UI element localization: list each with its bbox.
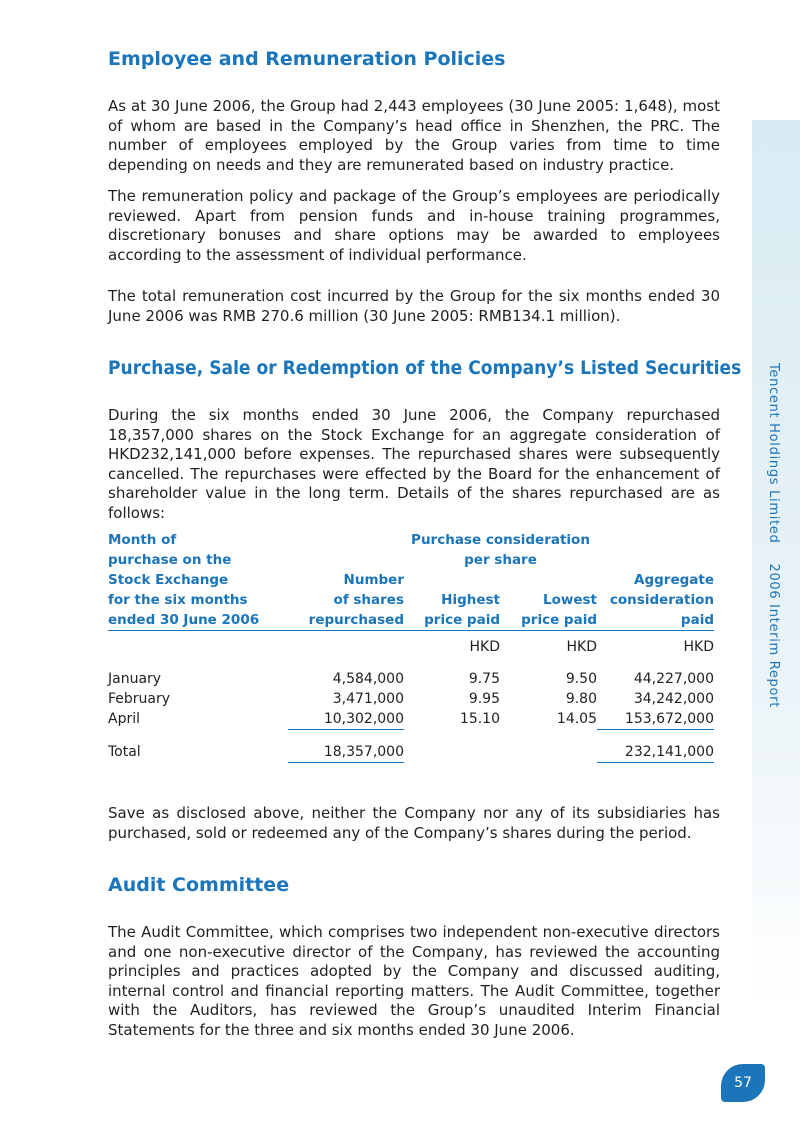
audit-paragraph-1: The Audit Committee, which comprises two independent non-executive directors and one non-executive director of the Company, has reviewed the accounting principles and practices adopted by the Company and discussed auditing, internal control and financial reporting matters. The Audit Committee, together with the Auditors, has reviewed the Group’s unaudited Interim Financial Statements for the three and six months ended 30 June 2006. (108, 923, 720, 1039)
side-label-company: Tencent Holdings Limited (766, 363, 781, 544)
row-shares: 4,584,000 (332, 671, 404, 687)
total-label: Total (108, 744, 141, 761)
row-lowest: 9.50 (565, 671, 597, 687)
hdr-month-5: ended 30 June 2006 (108, 612, 260, 628)
row-highest: 15.10 (459, 711, 500, 728)
total-aggregate: 232,141,000 (597, 742, 714, 763)
row-lowest: 9.80 (565, 691, 597, 707)
hdr-lowest-1: Lowest (543, 592, 597, 608)
unit-lowest: HKD (566, 639, 597, 655)
page-number-badge: 57 (721, 1064, 765, 1102)
row-lowest: 14.05 (556, 711, 597, 728)
table-row (108, 669, 714, 689)
hdr-shares-3: repurchased (308, 612, 404, 628)
employee-paragraph-2: The remuneration policy and package of the Group’s employees are periodically reviewed. Apart from pension funds and in-house training programmes, discretionary bonuses and share options may be awarded to employees according to the assessment of individual performance. (108, 187, 720, 264)
row-highest: 9.75 (468, 671, 500, 687)
purchase-paragraph-2: Save as disclosed above, neither the Company nor any of its subsidiaries has purchased, sold or redeemed any of the Company’s shares during the period. (108, 804, 720, 842)
hdr-shares-1: Number (343, 572, 404, 588)
hdr-month-2: purchase on the (108, 552, 232, 568)
hdr-lowest-2: price paid (521, 612, 597, 628)
row-highest: 9.95 (468, 691, 500, 707)
purchase-paragraph-1: During the six months ended 30 June 2006, the Company repurchased 18,357,000 shares on the Stock Exchange for an aggregate consideration of HKD232,141,000 before expenses. The repurchased shares were subsequently cancelled. The repurchases were effected by the Board for the enhancement of shareholder value in the long term. Details of the shares repurchased are as follows: (108, 406, 720, 522)
hdr-highest-2: price paid (424, 612, 500, 628)
row-month: January (108, 671, 162, 687)
hdr-aggregate-1: Aggregate (634, 572, 714, 588)
row-month: February (108, 691, 171, 707)
hdr-month-1: Month of (108, 532, 177, 548)
table-row (108, 709, 714, 730)
unit-highest: HKD (469, 639, 500, 655)
hdr-shares-2: of shares (333, 592, 404, 608)
side-label (766, 363, 781, 708)
table-row (108, 689, 714, 709)
hdr-consideration-1: Purchase consideration (411, 532, 590, 548)
side-label-report: 2006 Interim Report (766, 563, 781, 709)
row-shares: 3,471,000 (332, 691, 404, 707)
hdr-consideration-2: per share (464, 552, 537, 568)
row-aggregate: 44,227,000 (633, 671, 714, 687)
hdr-month-4: for the six months (108, 592, 248, 608)
heading-purchase: Purchase, Sale or Redemption of the Company’s Listed Securities (108, 357, 742, 379)
heading-audit: Audit Committee (108, 874, 290, 896)
employee-paragraph-3: The total remuneration cost incurred by the Group for the six months ended 30 June 2006 was RMB 270.6 million (30 June 2005: RMB134.1 million). (108, 287, 720, 325)
total-row (108, 742, 714, 763)
units-row (108, 637, 714, 657)
row-aggregate: 34,242,000 (633, 691, 714, 707)
total-shares: 18,357,000 (288, 742, 404, 763)
employee-paragraph-1: As at 30 June 2006, the Group had 2,443 employees (30 June 2005: 1,648), most of whom are based in the Company’s head office in Shenzhen, the PRC. The number of employees employed by the Group varies from time to time depending on needs and they are remunerated based on industry practice. (108, 97, 720, 174)
row-shares: 10,302,000 (288, 709, 404, 730)
repurchase-table (108, 530, 714, 763)
hdr-month-3: Stock Exchange (108, 572, 229, 588)
hdr-aggregate-3: paid (680, 612, 714, 628)
hdr-highest-1: Highest (441, 592, 500, 608)
unit-aggregate: HKD (683, 639, 714, 655)
hdr-aggregate-2: consideration (609, 592, 714, 608)
heading-employee: Employee and Remuneration Policies (108, 48, 506, 70)
row-aggregate: 153,672,000 (597, 709, 714, 730)
row-month: April (108, 711, 140, 728)
